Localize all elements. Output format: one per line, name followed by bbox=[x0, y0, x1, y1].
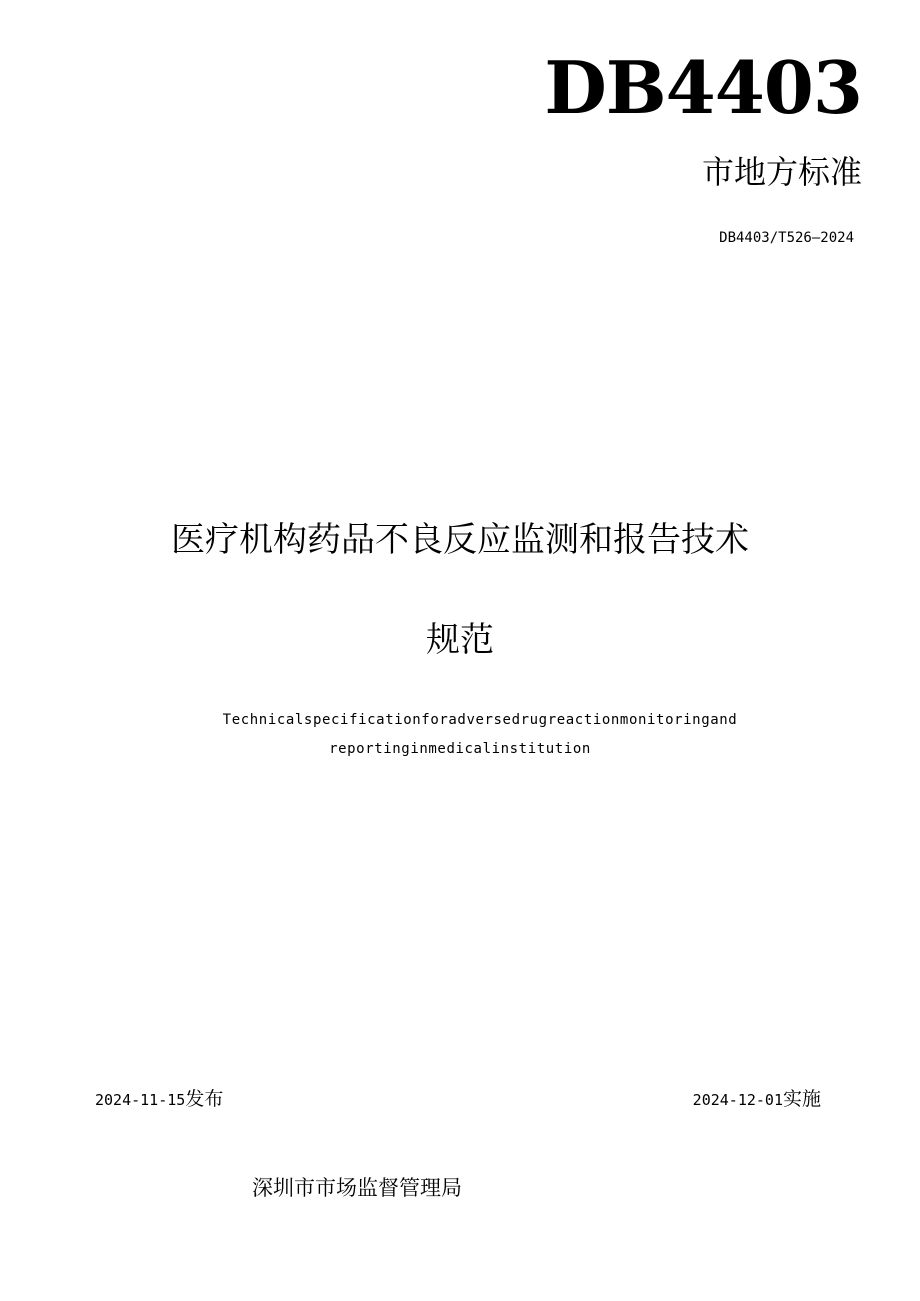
title-en-line2: reportinginmedicalinstitution bbox=[329, 741, 591, 757]
issue-date-block bbox=[95, 1088, 223, 1111]
implement-date: 2024-12-01 bbox=[692, 1091, 783, 1109]
issue-label: 发布 bbox=[185, 1088, 224, 1110]
implement-label: 实施 bbox=[782, 1088, 821, 1110]
issuing-authority: 深圳市市场监督管理局 bbox=[252, 1176, 462, 1200]
issue-date: 2024-11-15 bbox=[95, 1091, 186, 1109]
standard-number: DB4403/T526—2024 bbox=[719, 230, 854, 246]
title-en-line1: Technicalspecificationforadversedrugreactionmonitoringand bbox=[222, 712, 738, 728]
title-zh-line2: 规范 bbox=[426, 620, 494, 660]
standard-code: DB4403 bbox=[544, 45, 862, 130]
title-zh-line1: 医疗机构药品不良反应监测和报告技术 bbox=[171, 520, 749, 560]
standard-type: 市地方标准 bbox=[701, 153, 862, 191]
implement-date-block bbox=[693, 1088, 821, 1111]
